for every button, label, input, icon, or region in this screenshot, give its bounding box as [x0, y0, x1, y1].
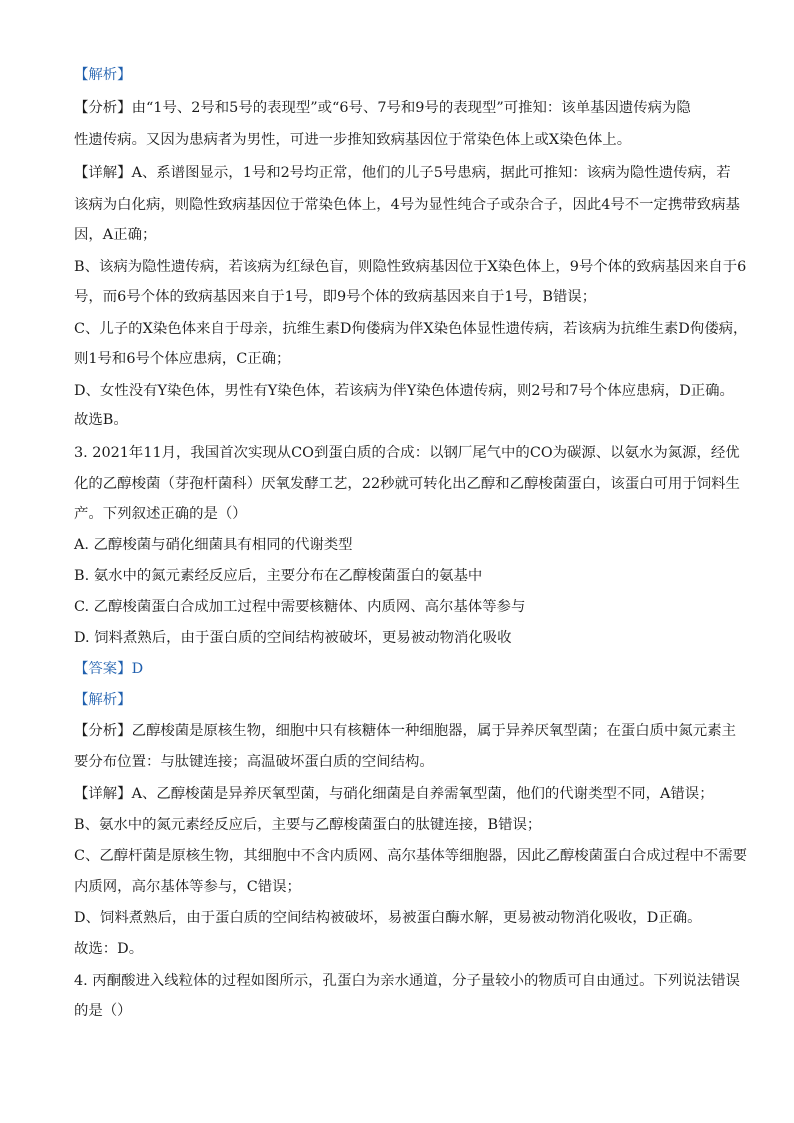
text-line: 性遗传病。又因为患病者为男性，可进一步推知致病基因位于常染色体上或X染色体上。	[74, 132, 632, 148]
text-line: 【详解】A、乙醇梭菌是异养厌氧型菌，与硝化细菌是自养需氧型菌，他们的代谢类型不同，A错误；	[74, 786, 714, 802]
question-line: 产。下列叙述正确的是（）	[74, 506, 247, 522]
text-line: B、该病为隐性遗传病，若该病为红绿色盲，则隐性致病基因位于X染色体上，9号个体的致病基因来自于6	[74, 259, 747, 275]
text-line: 因，A正确；	[74, 227, 157, 243]
text-line: 则1号和6号个体应患病，C正确；	[74, 351, 291, 367]
question-line: 4. 丙酮酸进入线粒体的过程如图所示，孔蛋白为亲水通道，分子量较小的物质可自由通过。下列说法错误	[74, 973, 740, 989]
option-c: C. 乙醇梭菌蛋白合成加工过程中需要核糖体、内质网、高尔基体等参与	[74, 599, 526, 615]
option-a: A. 乙醇梭菌与硝化细菌具有相同的代谢类型	[74, 537, 353, 553]
option-b: B. 氨水中的氮元素经反应后，主要分布在乙醇梭菌蛋白的氨基中	[74, 568, 483, 584]
text-line: 故选：D。	[74, 941, 144, 957]
text-line: B、氨水中的氮元素经反应后，主要与乙醇梭菌蛋白的肽键连接，B错误；	[74, 817, 542, 833]
text-line: 内质网，高尔基体等参与，C错误；	[74, 879, 301, 895]
text-line: 要分布位置：与肽键连接；高温破坏蛋白质的空间结构。	[74, 754, 434, 770]
label-answer: 【答案】D	[74, 661, 144, 677]
question-line: 化的乙醇梭菌（芽孢杆菌科）厌氧发酵工艺，22秒就可转化出乙醇和乙醇梭菌蛋白，该蛋白可用于饲料生	[74, 476, 740, 492]
text-line: 【详解】A、系谱图显示，1号和2号均正常，他们的儿子5号患病，据此可推知：该病为隐性遗传病，若	[74, 165, 731, 181]
text-line: C、儿子的X染色体来自于母亲，抗维生素D佝偻病为伴X染色体显性遗传病，若该病为抗维生素D佝偻病，	[74, 321, 748, 337]
question-line: 3. 2021年11月，我国首次实现从CO到蛋白质的合成：以钢厂尾气中的CO为碳源、以氨水为氮源，经优	[74, 445, 740, 461]
text-line: 号，而6号个体的致病基因来自于1号，即9号个体的致病基因来自于1号，B错误；	[74, 289, 597, 305]
label-analysis: 【解析】	[74, 67, 132, 83]
question-line: 的是（）	[74, 1003, 132, 1019]
text-line: 【分析】乙醇梭菌是原核生物，细胞中只有核糖体一种细胞器，属于异养厌氧型菌；在蛋白质中氮元素主	[74, 723, 736, 739]
text-line: 该病为白化病，则隐性致病基因位于常染色体上，4号为显性纯合子或杂合子，因此4号不一定携带致病基	[74, 197, 740, 213]
label-analysis: 【解析】	[74, 692, 132, 708]
text-line: 【分析】由“1号、2号和5号的表现型”或“6号、7号和9号的表现型”可推知：该单基因遗传病为隐	[74, 100, 691, 116]
text-line: D、女性没有Y染色体，男性有Y染色体，若该病为伴Y染色体遗传病，则2号和7号个体应患病，D正确。	[74, 383, 734, 399]
text-line: 故选B。	[74, 412, 128, 428]
text-line: D、饲料煮熟后，由于蛋白质的空间结构被破坏，易被蛋白酶水解，更易被动物消化吸收，D正确。	[74, 910, 702, 926]
option-d: D. 饲料煮熟后，由于蛋白质的空间结构被破坏，更易被动物消化吸收	[74, 630, 512, 646]
text-line: C、乙醇杆菌是原核生物，其细胞中不含内质网、高尔基体等细胞器，因此乙醇梭菌蛋白合成过程中不需要	[74, 848, 747, 864]
